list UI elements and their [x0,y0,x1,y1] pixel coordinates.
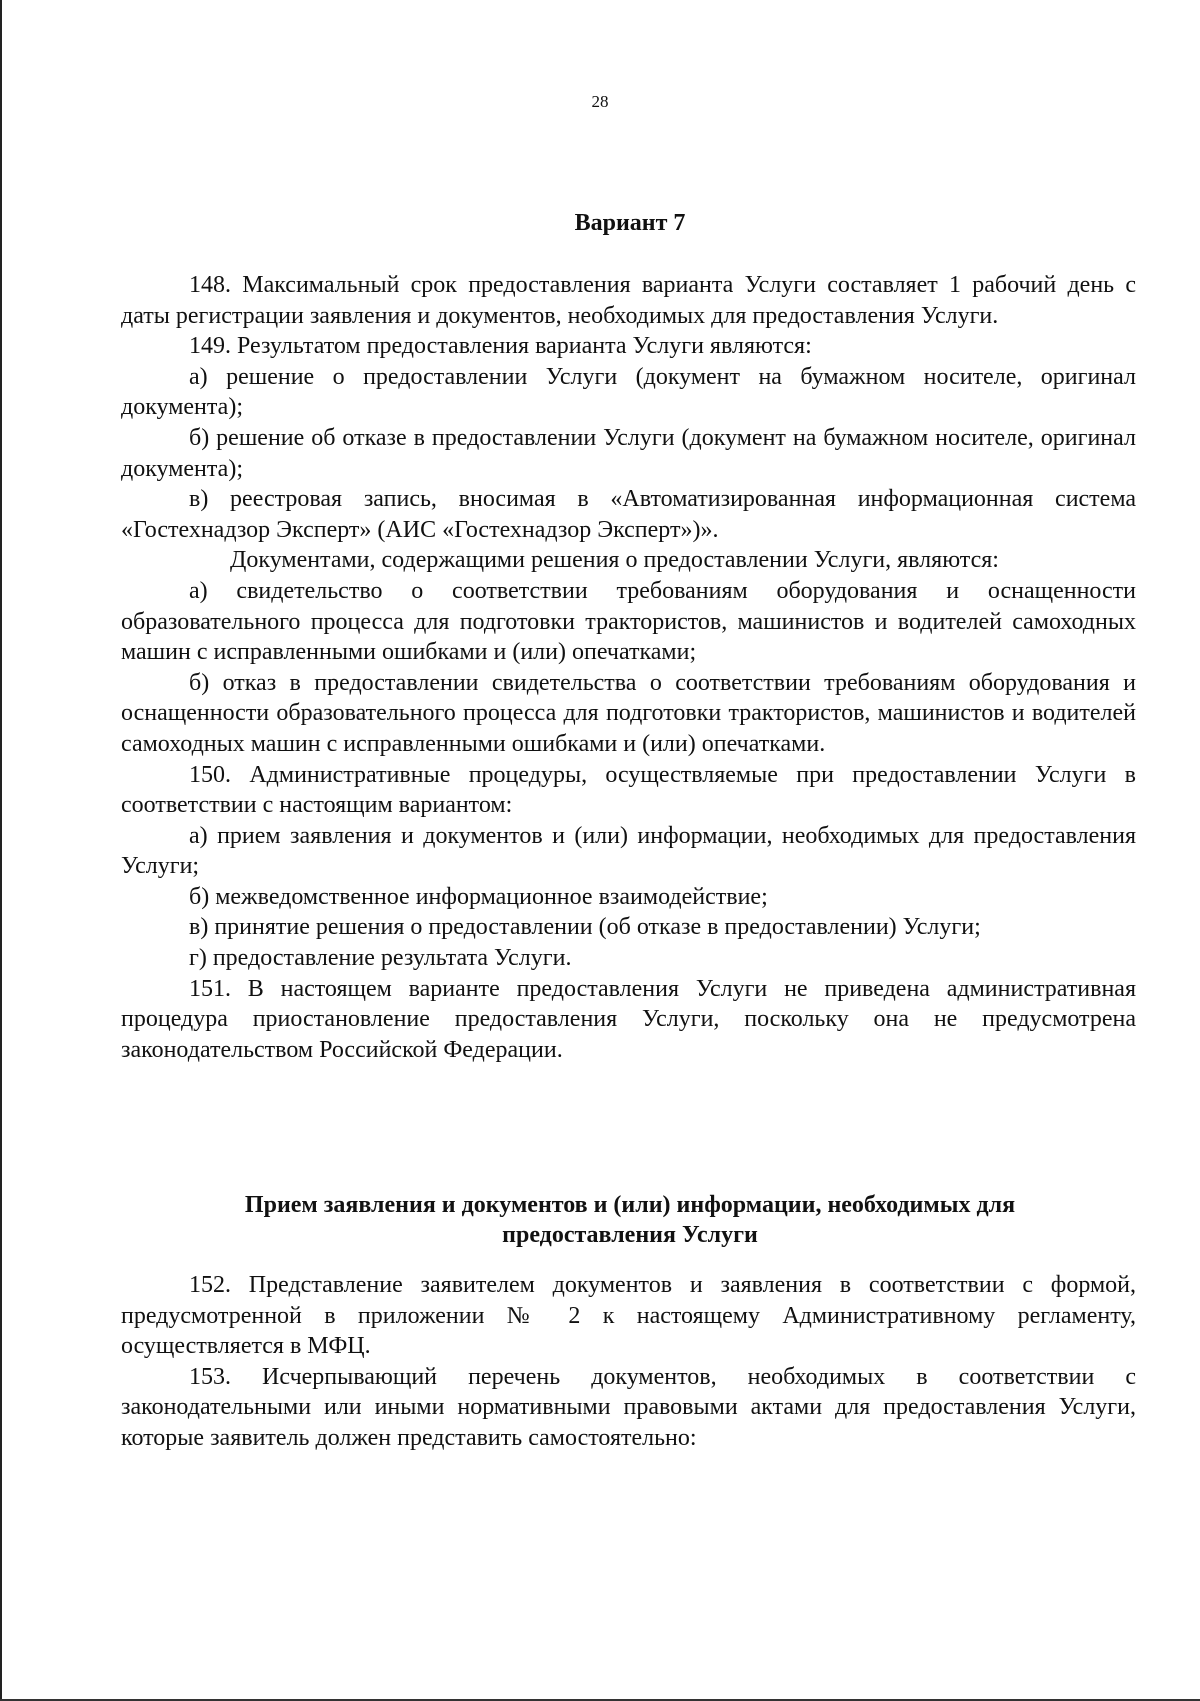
text-block-variant [121,270,1136,1065]
paragraph-153: 153. Исчерпывающий перечень документов, необходимых в соответствии с законодательными или иными нормативными правовыми актами для предоставления Услуги, которые заявитель должен представить самостоятельно: [121,1363,1136,1451]
page-number: 28 [591,92,609,111]
paragraph-documents-intro: Документами, содержащими решения о предоставлении Услуги, являются: [230,547,999,574]
section-heading [0,1190,1200,1250]
paragraph-150-a: а) прием заявления и документов и (или) информации, необходимых для предоставления Услуги; [121,822,1136,880]
paragraph-150: 150. Административные процедуры, осуществляемые при предоставлении Услуги в соответствии с настоящим вариантом: [121,761,1136,819]
variant-heading: Вариант 7 [574,210,686,236]
paragraph-152: 152. Представление заявителем документов и заявления в соответствии с формой, предусмотренной в приложении № 2 к настоящему Административному регламенту, осуществляется в МФЦ. [121,1272,1136,1360]
paragraph-150-b: б) межведомственное информационное взаимодействие; [189,883,768,910]
paragraph-149-a: а) решение о предоставлении Услуги (документ на бумажном носителе, оригинал документа); [121,363,1136,421]
paragraph-148: 148. Максимальный срок предоставления варианта Услуги составляет 1 рабочий день с даты регистрации заявления и документов, необходимых для предоставления Услуги. [121,272,1136,329]
scan-edge-left [0,0,2,1701]
paragraph-documents-b: б) отказ в предоставлении свидетельства о соответствии требованиям оборудования и оснащенности образовательного процесса для подготовки трактористов, машинистов и водителей самоходных машин с исправленными ошибками и (или) опечатками. [121,669,1136,757]
paragraph-149-v: в) реестровая запись, вносимая в «Автоматизированная информационная система «Гостехнадзор Эксперт» (АИС «Гостехнадзор Эксперт»)». [121,486,1136,543]
paragraph-documents-a: а) свидетельство о соответствии требованиям оборудования и оснащенности образовательного процесса для подготовки трактористов, машинистов и водителей самоходных машин с исправленными ошибками и (или) опечатками; [121,577,1136,666]
paragraph-151: 151. В настоящем варианте предоставления Услуги не приведена административная процедура приостановление предоставления Услуги, поскольку она не предусмотрена законодательством Российской Федерации. [121,975,1136,1063]
paragraph-149-b: б) решение об отказе в предоставлении Услуги (документ на бумажном носителе, оригинал документа); [121,424,1136,482]
paragraph-149: 149. Результатом предоставления варианта Услуги являются: [189,333,812,360]
paragraph-150-g: г) предоставление результата Услуги. [189,945,572,972]
paragraph-150-v: в) принятие решения о предоставлении (об отказе в предоставлении) Услуги; [189,914,981,941]
text-block-reception [121,1270,1136,1454]
section-heading-line-2: предоставления Услуги [502,1222,758,1248]
section-heading-line-1: Прием заявления и документов и (или) информации, необходимых для [244,1192,1016,1218]
